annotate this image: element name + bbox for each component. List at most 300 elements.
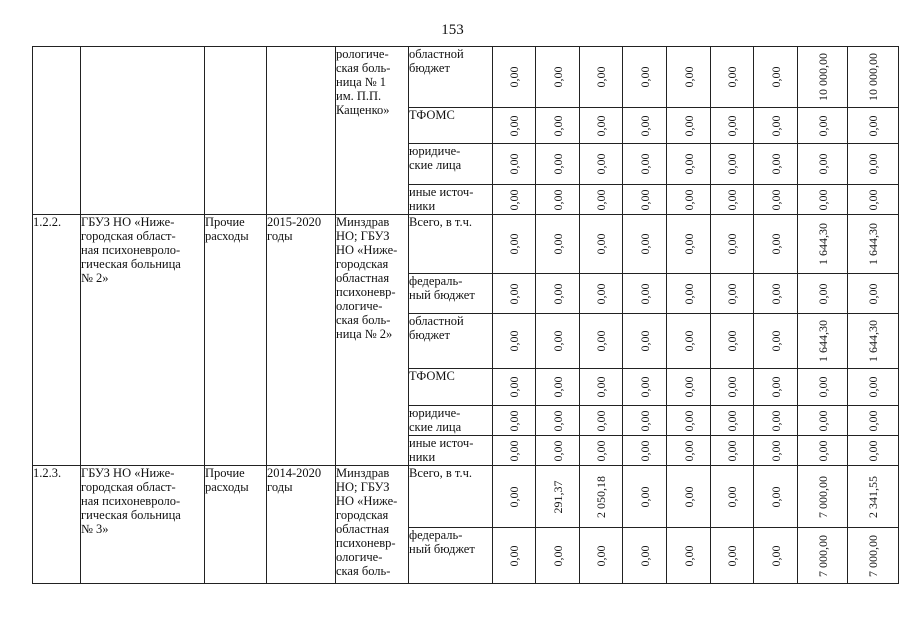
amount-cell: [711, 185, 754, 215]
amount-cell: [580, 108, 623, 144]
amount-value: 0,00: [594, 376, 608, 398]
amount-cell: [623, 215, 667, 274]
amount-cell: [798, 274, 848, 314]
amount-value: 0,00: [507, 115, 521, 136]
funding-source-line: ТФОМС: [409, 108, 455, 122]
amount-value: 0,00: [594, 153, 608, 175]
amount-cell: [711, 215, 754, 274]
amount-cell: [493, 314, 536, 369]
amount-cell: [711, 274, 754, 314]
amount-cell: [667, 436, 711, 466]
amount-cell: [493, 185, 536, 215]
amount-value: 0,00: [768, 283, 783, 304]
amount-value: 0,00: [681, 376, 696, 398]
funding-source-cell: [409, 144, 493, 185]
executor-line: ница № 1: [336, 75, 387, 89]
amount-cell: [493, 406, 536, 436]
item-number-cell: [33, 215, 81, 466]
institution-name-line: № 2»: [81, 271, 109, 285]
amount-cell: [623, 436, 667, 466]
amount-value: 0,00: [637, 115, 652, 136]
funding-source-cell: [409, 466, 493, 528]
table-row: [33, 215, 899, 274]
amount-value: 0,00: [725, 66, 739, 88]
executor-line: ологиче-: [336, 299, 383, 313]
period-line: годы: [267, 480, 293, 494]
amount-value: 0,00: [725, 410, 739, 431]
amount-cell: [667, 274, 711, 314]
funding-source-line: ские лица: [409, 420, 462, 434]
amount-cell: [580, 144, 623, 185]
funding-source-line: бюджет: [409, 61, 450, 75]
amount-cell: [667, 466, 711, 528]
funding-source-line: ный бюджет: [409, 288, 475, 302]
amount-value: 0,00: [815, 376, 830, 398]
funding-source-line: юридиче-: [409, 406, 461, 420]
amount-value: 0,00: [507, 376, 521, 398]
amount-value: 0,00: [550, 189, 565, 210]
executor-line: НО; ГБУЗ: [336, 480, 390, 494]
amount-cell: [536, 369, 580, 406]
amount-value: 0,00: [725, 486, 739, 507]
amount-value: 0,00: [637, 153, 652, 175]
executor-line: городская: [336, 508, 389, 522]
amount-value: 0,00: [768, 545, 783, 566]
amount-value: 0,00: [550, 376, 565, 398]
amount-value: 0,00: [637, 545, 652, 566]
funding-source-line: ТФОМС: [409, 369, 455, 383]
amount-value: 0,00: [866, 376, 880, 398]
amount-cell: [536, 314, 580, 369]
period-line: 2014-2020: [267, 466, 322, 480]
expense-type-line: расходы: [205, 229, 249, 243]
amount-cell: [623, 406, 667, 436]
amount-cell: [580, 185, 623, 215]
funding-source-line: иные источ-: [409, 185, 474, 199]
amount-cell: [848, 47, 899, 108]
amount-cell: [798, 314, 848, 369]
amount-value: 7 000,00: [815, 475, 830, 518]
amount-cell: [754, 274, 798, 314]
amount-cell: [580, 314, 623, 369]
amount-value: 0,00: [681, 545, 696, 566]
amount-cell: [848, 185, 899, 215]
amount-value: 0,00: [507, 66, 521, 88]
amount-value: 0,00: [637, 330, 652, 352]
amount-cell: [667, 215, 711, 274]
amount-value: 0,00: [681, 330, 696, 352]
amount-value: 0,00: [550, 440, 565, 461]
amount-cell: [493, 369, 536, 406]
amount-cell: [711, 47, 754, 108]
amount-value: 2 050,18: [594, 475, 608, 518]
amount-cell: [623, 528, 667, 584]
executor-line: НО; ГБУЗ: [336, 229, 390, 243]
executor-line: областная: [336, 522, 390, 536]
amount-cell: [711, 108, 754, 144]
amount-value: 0,00: [725, 233, 739, 255]
amount-cell: [493, 436, 536, 466]
amount-value: 0,00: [594, 66, 608, 88]
amount-value: 0,00: [507, 410, 521, 431]
amount-cell: [754, 215, 798, 274]
amount-cell: [667, 314, 711, 369]
amount-cell: [536, 215, 580, 274]
amount-cell: [754, 406, 798, 436]
amount-value: 10 000,00: [815, 53, 830, 101]
amount-cell: [798, 215, 848, 274]
funding-source-line: Всего, в т.ч.: [409, 466, 472, 480]
amount-cell: [754, 108, 798, 144]
amount-cell: [667, 406, 711, 436]
expense-type-cell: [205, 215, 267, 466]
institution-name-cell: [81, 47, 205, 215]
funding-source-cell: [409, 406, 493, 436]
funding-source-line: юридиче-: [409, 144, 461, 158]
funding-source-cell: [409, 314, 493, 369]
funding-source-cell: [409, 528, 493, 584]
amount-value: 0,00: [815, 283, 830, 304]
funding-source-cell: [409, 436, 493, 466]
amount-cell: [711, 528, 754, 584]
amount-value: 0,00: [594, 545, 608, 566]
amount-cell: [667, 369, 711, 406]
amount-cell: [754, 47, 798, 108]
amount-cell: [711, 369, 754, 406]
amount-value: 0,00: [725, 330, 739, 352]
amount-value: 0,00: [681, 66, 696, 88]
executor-cell: [336, 47, 409, 215]
amount-value: 0,00: [815, 189, 830, 210]
amount-value: 0,00: [637, 440, 652, 461]
amount-cell: [493, 215, 536, 274]
funding-source-line: бюджет: [409, 328, 450, 342]
amount-cell: [848, 466, 899, 528]
amount-cell: [798, 144, 848, 185]
executor-line: Минздрав: [336, 215, 390, 229]
item-number-cell: [33, 466, 81, 584]
amount-value: 0,00: [866, 189, 880, 210]
amount-cell: [798, 47, 848, 108]
institution-name-cell: [81, 466, 205, 584]
amount-value: 0,00: [725, 440, 739, 461]
amount-cell: [580, 274, 623, 314]
amount-cell: [798, 185, 848, 215]
amount-cell: [754, 466, 798, 528]
amount-value: 0,00: [681, 486, 696, 507]
amount-value: 0,00: [507, 330, 521, 352]
amount-value: 0,00: [637, 66, 652, 88]
amount-value: 2 341,55: [866, 475, 880, 518]
expense-type-line: расходы: [205, 480, 249, 494]
amount-value: 0,00: [594, 115, 608, 136]
institution-name-line: гическая больница: [81, 257, 181, 271]
amount-cell: [711, 406, 754, 436]
amount-cell: [580, 466, 623, 528]
amount-cell: [848, 528, 899, 584]
amount-value: 0,00: [725, 283, 739, 304]
amount-value: 0,00: [866, 440, 880, 461]
institution-name-line: городская област-: [81, 229, 176, 243]
funding-source-cell: [409, 274, 493, 314]
amount-value: 0,00: [768, 440, 783, 461]
institution-name-line: № 3»: [81, 522, 109, 536]
amount-value: 0,00: [507, 153, 521, 175]
amount-value: 0,00: [637, 376, 652, 398]
amount-cell: [754, 436, 798, 466]
amount-value: 0,00: [550, 283, 565, 304]
amount-value: 0,00: [637, 283, 652, 304]
institution-name-cell: [81, 215, 205, 466]
amount-value: 0,00: [768, 410, 783, 431]
amount-cell: [848, 108, 899, 144]
budget-table: [32, 46, 899, 584]
amount-cell: [536, 406, 580, 436]
amount-cell: [623, 108, 667, 144]
institution-name-line: ная психоневроло-: [81, 243, 181, 257]
amount-cell: [798, 466, 848, 528]
executor-line: ская боль-: [336, 313, 391, 327]
amount-value: 0,00: [507, 189, 521, 210]
amount-value: 0,00: [866, 410, 880, 431]
amount-value: 0,00: [637, 410, 652, 431]
executor-line: им. П.П.: [336, 89, 382, 103]
amount-value: 0,00: [550, 545, 565, 566]
funding-source-cell: [409, 47, 493, 108]
amount-cell: [536, 436, 580, 466]
amount-value: 1 644,30: [866, 320, 880, 362]
institution-name-line: ГБУЗ НО «Ниже-: [81, 466, 175, 480]
funding-source-line: ный бюджет: [409, 542, 475, 556]
amount-value: 0,00: [768, 486, 783, 507]
funding-source-line: Всего, в т.ч.: [409, 215, 472, 229]
amount-value: 0,00: [725, 115, 739, 136]
amount-cell: [754, 314, 798, 369]
table-row: [33, 47, 899, 108]
amount-cell: [623, 466, 667, 528]
amount-value: 0,00: [550, 233, 565, 255]
period-cell: [267, 47, 336, 215]
funding-source-line: областной: [409, 314, 464, 328]
executor-cell: [336, 215, 409, 466]
amount-cell: [536, 108, 580, 144]
amount-cell: [623, 144, 667, 185]
funding-source-line: иные источ-: [409, 436, 474, 450]
amount-value: 0,00: [637, 486, 652, 507]
executor-line: рологиче-: [336, 47, 389, 61]
amount-cell: [580, 369, 623, 406]
amount-value: 1 644,30: [866, 223, 880, 265]
expense-type-line: Прочие: [205, 466, 245, 480]
amount-value: 0,00: [637, 233, 652, 255]
period-cell: [267, 215, 336, 466]
executor-line: Кащенко»: [336, 103, 390, 117]
amount-value: 0,00: [594, 410, 608, 431]
amount-cell: [848, 436, 899, 466]
period-line: годы: [267, 229, 293, 243]
amount-cell: [536, 274, 580, 314]
amount-cell: [493, 144, 536, 185]
executor-line: областная: [336, 271, 390, 285]
amount-cell: [580, 528, 623, 584]
amount-value: 0,00: [507, 440, 521, 461]
amount-value: 0,00: [550, 410, 565, 431]
amount-cell: [754, 144, 798, 185]
amount-cell: [493, 274, 536, 314]
amount-value: 0,00: [594, 189, 608, 210]
executor-line: городская: [336, 257, 389, 271]
amount-value: 0,00: [768, 233, 783, 255]
amount-cell: [536, 47, 580, 108]
amount-value: 0,00: [815, 410, 830, 431]
item-number: 1.2.2.: [33, 215, 62, 229]
amount-cell: [848, 369, 899, 406]
amount-value: 0,00: [594, 283, 608, 304]
amount-cell: [623, 369, 667, 406]
amount-cell: [667, 528, 711, 584]
amount-cell: [711, 314, 754, 369]
amount-value: 1 644,30: [815, 223, 830, 265]
executor-line: НО «Ниже-: [336, 494, 398, 508]
amount-cell: [711, 466, 754, 528]
item-number-cell: [33, 47, 81, 215]
amount-cell: [536, 466, 580, 528]
amount-value: 0,00: [594, 233, 608, 255]
amount-cell: [848, 215, 899, 274]
amount-cell: [623, 274, 667, 314]
amount-value: 0,00: [550, 115, 565, 136]
amount-cell: [623, 185, 667, 215]
amount-value: 0,00: [815, 440, 830, 461]
funding-source-cell: [409, 215, 493, 274]
amount-value: 7 000,00: [866, 534, 880, 577]
amount-value: 0,00: [681, 115, 696, 136]
item-number: 1.2.3.: [33, 466, 62, 480]
amount-value: 0,00: [550, 330, 565, 352]
amount-value: 1 644,30: [815, 320, 830, 362]
amount-value: 0,00: [637, 189, 652, 210]
amount-value: 0,00: [681, 283, 696, 304]
expense-type-cell: [205, 466, 267, 584]
amount-value: 0,00: [681, 189, 696, 210]
institution-name-line: городская област-: [81, 480, 176, 494]
amount-cell: [798, 528, 848, 584]
executor-cell: [336, 466, 409, 584]
amount-cell: [848, 406, 899, 436]
amount-value: 0,00: [768, 153, 783, 175]
amount-cell: [580, 436, 623, 466]
amount-cell: [754, 185, 798, 215]
institution-name-line: ная психоневроло-: [81, 494, 181, 508]
amount-cell: [711, 436, 754, 466]
funding-source-line: ники: [409, 199, 436, 213]
amount-cell: [667, 47, 711, 108]
executor-line: Минздрав: [336, 466, 390, 480]
amount-value: 0,00: [768, 189, 783, 210]
amount-value: 291,37: [550, 480, 565, 513]
amount-value: 0,00: [681, 153, 696, 175]
funding-source-cell: [409, 369, 493, 406]
amount-value: 0,00: [550, 153, 565, 175]
amount-cell: [493, 47, 536, 108]
amount-cell: [798, 436, 848, 466]
amount-cell: [798, 406, 848, 436]
amount-cell: [623, 47, 667, 108]
amount-cell: [580, 406, 623, 436]
amount-cell: [493, 528, 536, 584]
amount-value: 0,00: [507, 283, 521, 304]
executor-line: ская боль-: [336, 61, 391, 75]
amount-value: 0,00: [866, 153, 880, 175]
amount-value: 7 000,00: [815, 534, 830, 577]
funding-source-line: ские лица: [409, 158, 462, 172]
amount-value: 10 000,00: [866, 53, 880, 101]
executor-line: психоневр-: [336, 285, 396, 299]
executor-line: ологиче-: [336, 550, 383, 564]
amount-value: 0,00: [594, 330, 608, 352]
amount-cell: [580, 47, 623, 108]
amount-value: 0,00: [768, 115, 783, 136]
amount-value: 0,00: [725, 189, 739, 210]
amount-value: 0,00: [681, 440, 696, 461]
amount-value: 0,00: [594, 440, 608, 461]
amount-value: 0,00: [768, 330, 783, 352]
executor-line: ская боль-: [336, 564, 391, 578]
executor-line: психоневр-: [336, 536, 396, 550]
amount-cell: [711, 144, 754, 185]
institution-name-line: ГБУЗ НО «Ниже-: [81, 215, 175, 229]
table-row: [33, 466, 899, 528]
funding-source-line: ники: [409, 450, 436, 464]
expense-type-cell: [205, 47, 267, 215]
executor-line: ница № 2»: [336, 327, 393, 341]
funding-source-line: федераль-: [409, 528, 463, 542]
amount-cell: [536, 528, 580, 584]
amount-cell: [754, 528, 798, 584]
amount-cell: [493, 466, 536, 528]
amount-value: 0,00: [550, 66, 565, 88]
amount-cell: [754, 369, 798, 406]
amount-value: 0,00: [866, 115, 880, 136]
funding-source-cell: [409, 185, 493, 215]
amount-cell: [848, 144, 899, 185]
amount-value: 0,00: [815, 153, 830, 175]
amount-cell: [848, 314, 899, 369]
period-cell: [267, 466, 336, 584]
funding-source-line: федераль-: [409, 274, 463, 288]
amount-value: 0,00: [681, 410, 696, 431]
amount-cell: [623, 314, 667, 369]
amount-value: 0,00: [866, 283, 880, 304]
expense-type-line: Прочие: [205, 215, 245, 229]
executor-line: НО «Ниже-: [336, 243, 398, 257]
amount-value: 0,00: [725, 545, 739, 566]
amount-value: 0,00: [507, 233, 521, 255]
funding-source-line: областной: [409, 47, 464, 61]
amount-value: 0,00: [768, 66, 783, 88]
amount-cell: [580, 215, 623, 274]
amount-cell: [667, 185, 711, 215]
funding-source-cell: [409, 108, 493, 144]
amount-value: 0,00: [507, 545, 521, 566]
amount-value: 0,00: [815, 115, 830, 136]
amount-value: 0,00: [768, 376, 783, 398]
institution-name-line: гическая больница: [81, 508, 181, 522]
amount-value: 0,00: [681, 233, 696, 255]
page-number: 153: [441, 22, 464, 38]
amount-cell: [536, 185, 580, 215]
amount-value: 0,00: [725, 153, 739, 175]
